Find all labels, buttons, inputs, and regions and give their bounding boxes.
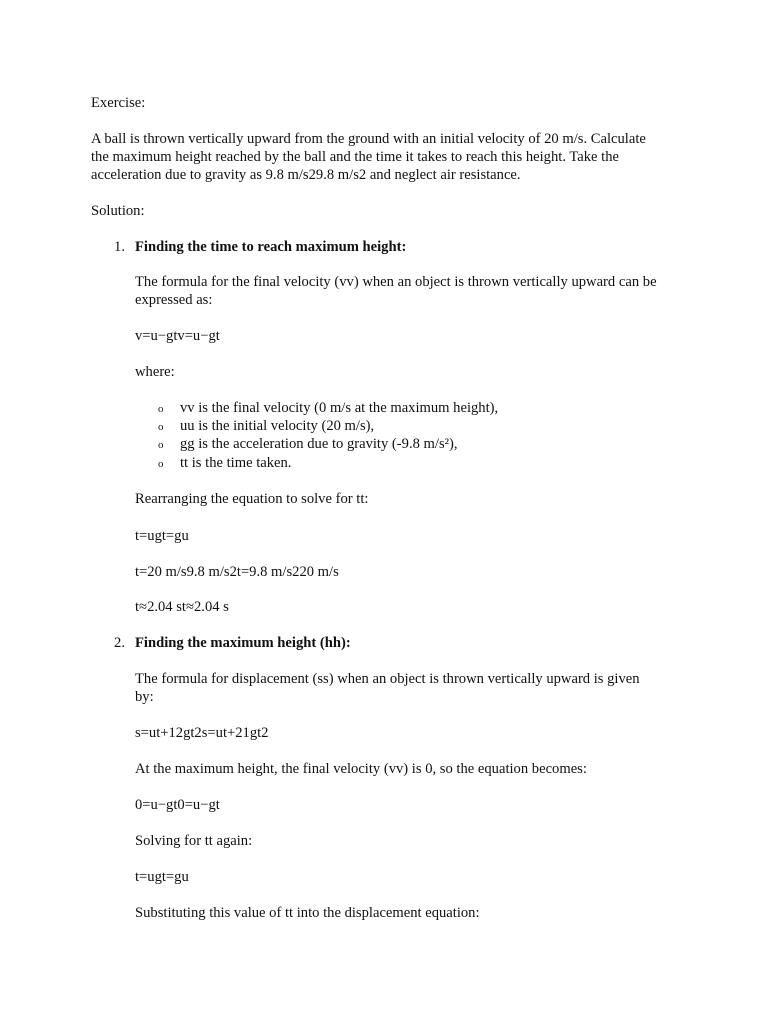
step-2-equation-zero-velocity: 0=u−gt0=u−gt <box>135 797 220 813</box>
problem-line-1: A ball is thrown vertically upward from the ground with an initial velocity of 20 m/s. Calculate <box>91 131 646 147</box>
solution-heading: Solution: <box>91 203 145 219</box>
step-2-solving-text: Solving for tt again: <box>135 833 253 849</box>
problem-line-2: the maximum height reached by the ball and the time it takes to reach this height. Take the <box>91 149 619 165</box>
step-1-intro-line-1: The formula for the final velocity (vv) when an object is thrown vertically upward can be <box>135 274 657 290</box>
bullet-marker-4: o <box>158 458 164 470</box>
bullet-item-4: tt is the time taken. <box>180 455 292 471</box>
bullet-marker-2: o <box>158 421 164 433</box>
step-1-title: Finding the time to reach maximum height: <box>135 239 407 255</box>
step-2-equation-time: t=ugt=gu <box>135 869 189 885</box>
step-1-rearrange-text: Rearranging the equation to solve for tt: <box>135 491 369 507</box>
step-2-substituting-text: Substituting this value of tt into the displacement equation: <box>135 905 480 921</box>
exercise-heading: Exercise: <box>91 95 146 111</box>
bullet-marker-3: o <box>158 439 164 451</box>
step-1-equation-substituted: t=20 m/s9.8 m/s2t=9.8 m/s220 m/s <box>135 564 339 580</box>
step-2-equation-displacement: s=ut+12gt2s=ut+21gt2 <box>135 725 269 741</box>
bullet-item-3: gg is the acceleration due to gravity (-9.8 m/s²), <box>180 436 458 452</box>
step-1-equation-velocity: v=u−gtv=u−gt <box>135 328 220 344</box>
step-2-intro-line-1: The formula for displacement (ss) when an object is thrown vertically upward is given <box>135 671 640 687</box>
bullet-item-1: vv is the final velocity (0 m/s at the maximum height), <box>180 400 499 416</box>
step-1-where-label: where: <box>135 364 175 380</box>
step-1-number: 1. <box>114 239 125 255</box>
step-2-title: Finding the maximum height (hh): <box>135 635 351 651</box>
step-1-equation-time: t=ugt=gu <box>135 528 189 544</box>
step-2-max-height-note: At the maximum height, the final velocity (vv) is 0, so the equation becomes: <box>135 761 587 777</box>
bullet-marker-1: o <box>158 403 164 415</box>
problem-line-3: acceleration due to gravity as 9.8 m/s29.8 m/s2 and neglect air resistance. <box>91 167 521 183</box>
step-1-intro-line-2: expressed as: <box>135 292 213 308</box>
step-1-equation-result: t≈2.04 st≈2.04 s <box>135 599 229 615</box>
step-2-intro-line-2: by: <box>135 689 154 705</box>
bullet-item-2: uu is the initial velocity (20 m/s), <box>180 418 375 434</box>
step-2-number: 2. <box>114 635 125 651</box>
